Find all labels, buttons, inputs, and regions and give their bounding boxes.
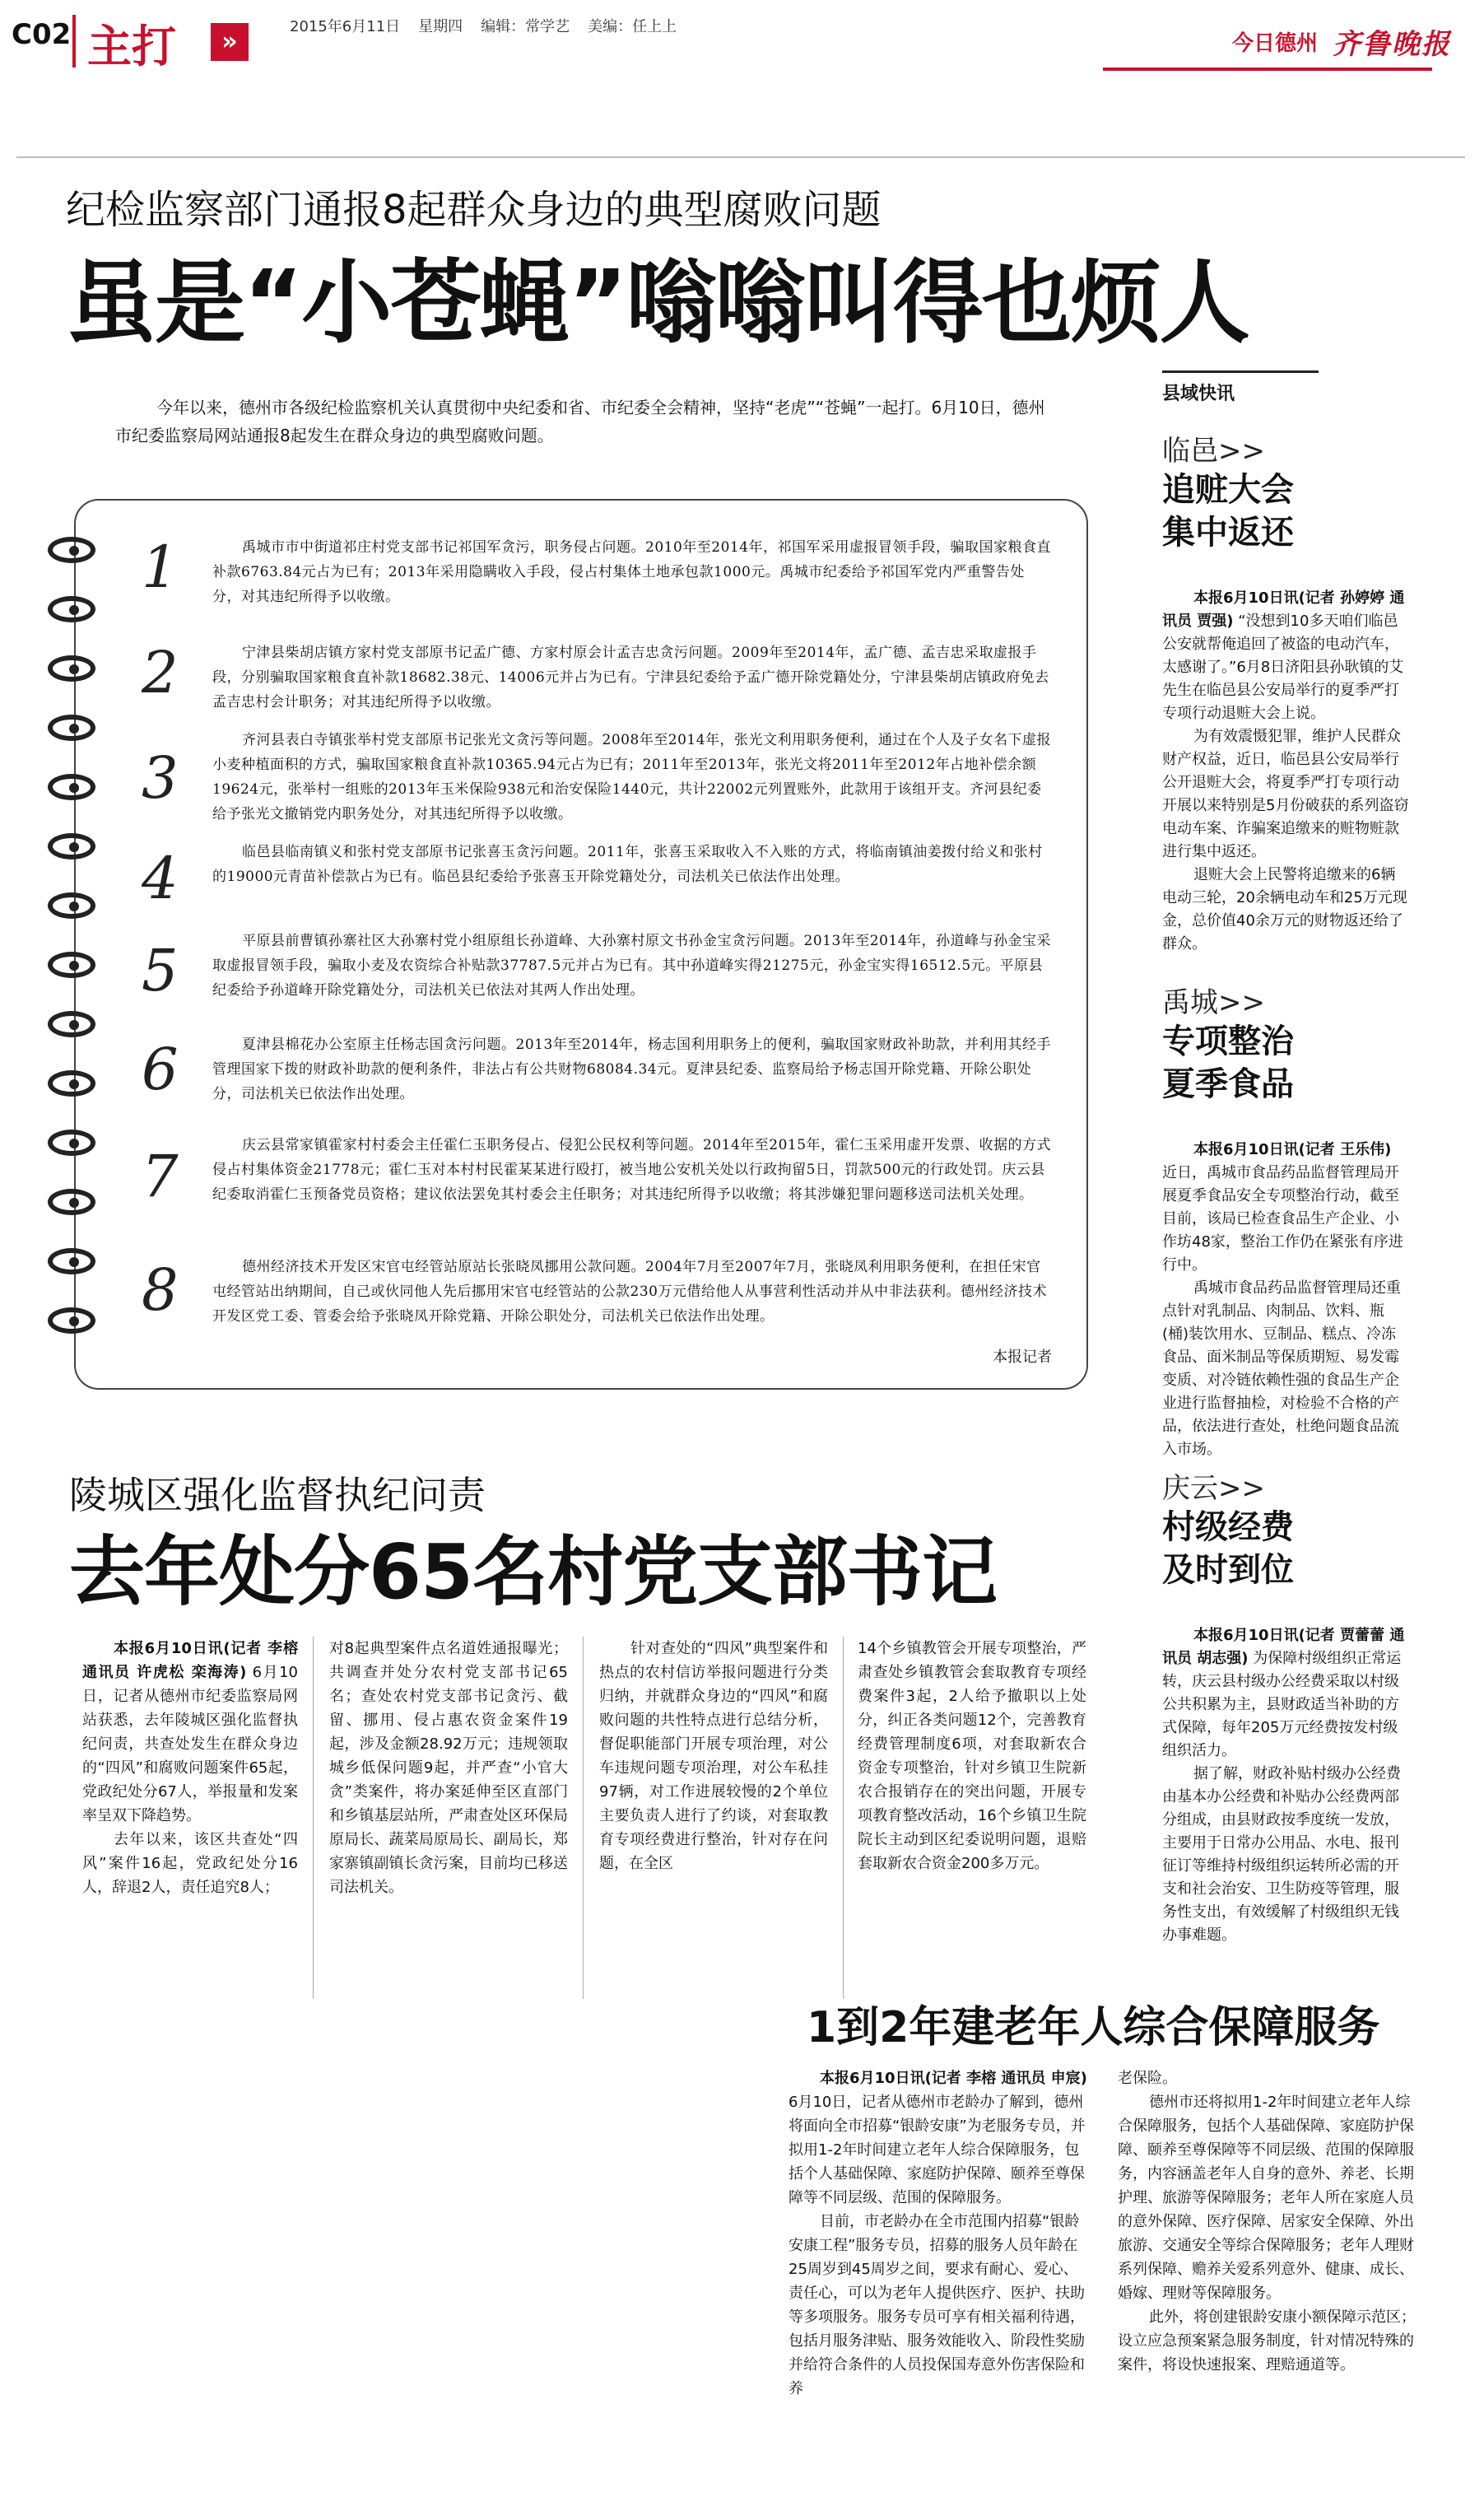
binder-ring-icon [48,833,95,860]
story2-headline: 去年处分65名村党支部书记 [69,1528,998,1616]
case-text: 夏津县棉花办公室原主任杨志国贪污问题。2013年至2014年，杨志国利用职务上的便利，骗取国家财政补助款，并利用其经手管理国家下拨的财政补助款的便利条件，非法占有公共财物68084.34元。夏津县纪委、监察局给予杨志国开除党籍、开除公职处分，司法机关已依法作出处理。 [212,1037,1052,1102]
story1-kicker: 纪检监察部门通报8起群众身边的典型腐败问题 [66,187,882,233]
byline: 本报记者 [993,1349,1052,1366]
sidebar-text: 为保障村级组织正常运转，庆云县村级办公经费采取以村级公共积累为主，县财政适当补助的方式保障，每年205万元经费按发村级组织活力。 [1162,1650,1402,1759]
column-divider [583,1637,584,1999]
sidebar-title: 夏季食品 [1162,1065,1294,1103]
story3-lead: 本报6月10日讯(记者 李榕 通讯员 申宸) [820,2070,1087,2087]
section-arrow-icon: » [211,23,249,61]
story2-column [858,1637,1086,1875]
binder-ring-icon [48,1189,95,1215]
sidebar-lead: 本报6月10日讯(记者 贾蕾蕾 通讯员 胡志强) [1162,1627,1405,1667]
sidebar-story [1162,428,1409,956]
section-rule [16,156,1465,158]
case-number: 1 [142,533,179,601]
binder-ring-icon [48,715,95,741]
case-number: 8 [142,1256,179,1324]
sidebar-text: 退赃大会上民警将追缴来的6辆电动三轮，20余辆电动车和25万元现金，总价值40余万元的财物返还给了群众。 [1162,866,1407,953]
sidebar-text: 据了解，财政补贴村级办公经费由基本办公经费和补贴办公经费两部分组成，由县财政按季度统一发放，主要用于日常办公用品、水电、报刊征订等维持村级组织运转所必需的开支和社会治安、卫生防疫等管理，服务性支出，有效缓解了村级组织无钱办事难题。 [1162,1765,1401,1944]
section-title: 主打 [87,21,176,72]
case-number: 4 [142,845,179,912]
case-text: 庆云县常家镇霍家村村委会主任霍仁玉职务侵占、侵犯公民权利等问题。2014年至2015年，霍仁玉采用虚开发票、收据的方式侵占村集体资金21778元；霍仁玉对本村村民霍某某进行殴打，被当地公安机关处以行政拘留5日，罚款500元的行政处罚。庆云县纪委取消霍仁玉预备党员资格；建议依法罢免其村委会主任职务；对其违纪所得予以收缴；将其涉嫌犯罪问题移送司法机关处理。 [212,1137,1052,1203]
sidebar-tag: 县域快讯 [1162,370,1319,405]
story3-headline: 1到2年建老年人综合保障服务 [807,2003,1380,2052]
binder-ring-icon [48,596,95,622]
binder-ring-icon [48,655,95,682]
story2-kicker: 陵城区强化监督执纪问责 [69,1473,486,1517]
page-number: C02 [12,18,72,51]
case-text: 禹城市市中街道祁庄村党支部书记祁国军贪污，职务侵占问题。2010年至2014年，祁国军采用虚报冒领手段，骗取国家粮食直补款6763.84元占为已有；2013年采用隐瞒收入手段，侵占村集体土地承包款1000元。禹城市纪委给予祁国军党内严重警告处分，对其违纪所得予以收缴。 [212,539,1052,605]
issue-date: 2015年6月11日 [290,18,401,35]
sidebar-story [1162,980,1409,1461]
issue-weekday: 星期四 [418,18,463,35]
binder-ring-icon [48,774,95,800]
binder-ring-icon [48,1130,95,1156]
case-text: 宁津县柴胡店镇方家村党支部原书记孟广德、方家村原会计孟吉忠贪污问题。2009年至2014年，孟广德、孟吉忠采取虚报手段，分别骗取国家粮食直补款18682.38元、14006元并占为已有。宁津县纪委给予孟广德开除党籍处分，宁津县柴胡店镇政府免去孟吉忠村会计职务；对其违纪所得予以收缴。 [212,645,1049,710]
story1-lede: 今年以来，德州市各级纪检监察机关认真贯彻中央纪委和省、市纪委全会精神，坚持“老虎”“苍蝇”一起打。6月10日，德州市纪委监察局网站通报8起发生在群众身边的典型腐败问题。 [115,398,1045,445]
story2-text: 6月10日，记者从德州市纪委监察局网站获悉，去年陵城区强化监督执纪问责，共查处发生在群众身边的“四风”和腐败问题案件65起，党政纪处分67人，举报量和发案率呈双下降趋势。 [82,1664,298,1824]
binder-ring-icon [48,952,95,978]
sidebar-text: 禹城市食品药品监督管理局还重点针对乳制品、肉制品、饮料、瓶(桶)装饮用水、豆制品、糕点、冷冻食品、面米制品等保质期短、易发霉变质、对冷链依赖性强的食品生产企业进行监督抽检，对检验不合格的产品，依法进行查处，杜绝问题食品流入市场。 [1162,1279,1401,1458]
issue-editor: 编辑：常学艺 [481,18,570,35]
story2-text: 去年以来，该区共查处“四风”案件16起，党政纪处分16人，辞退2人，责任追究8人； [82,1831,298,1896]
binder-ring-icon [48,892,95,919]
case-number: 7 [142,1143,179,1210]
column-divider [843,1637,844,1999]
case-number: 6 [142,1036,179,1103]
sidebar-title: 及时到位 [1162,1551,1294,1589]
story2-column [82,1637,298,1899]
sidebar-city: 庆云>> [1162,1472,1265,1505]
story3-text: 此外，将创建银龄安康小额保障示范区；设立应急预案紧急服务制度，针对情况特殊的案件，将设快速报案、理赔通道等。 [1118,2308,1416,2374]
binder-ring-icon [48,1070,95,1097]
case-number: 2 [142,639,179,706]
story3-text: 德州市还将拟用1-2年时间建立老年人综合保障服务，包括个人基础保障、家庭防护保障、颐养至尊保障等不同层级、范围的保障服务，内容涵盖老年人自身的意外、养老、长期护理、旅游等保障服务；老年人所在家庭人员的意外保障、医疗保障、居家安全保障、外出旅游、交通安全等综合保障服务；老年人理财系列保障、赡养关爱系列意外、健康、成长、婚嫁、理财等保障服务。 [1118,2094,1414,2302]
binder-ring-icon [48,537,95,563]
binder-ring-icon [48,1011,95,1037]
sidebar-city: 禹城>> [1162,986,1265,1019]
sidebar-text: 为有效震慑犯罪，维护人民群众财产权益，近日，临邑县公安局举行公开退赃大会，将夏季严打专项行动开展以来特别是5月份破获的系列盗窃电动车案、诈骗案追缴来的赃物赃款进行集中返还。 [1162,728,1409,860]
story2-column [329,1637,568,1899]
case-text: 平原县前曹镇孙寨社区大孙寨村党小组原组长孙道峰、大孙寨村原文书孙金宝贪污问题。2013年至2014年，孙道峰与孙金宝采取虚报冒领手段，骗取小麦及农资综合补贴款37787.5元并占为已有。其中孙道峰实得21275元，孙金宝实得16512.5元。平原县纪委给予孙道峰开除党籍处分，司法机关已依法对其两人作出处理。 [212,933,1052,999]
case-text: 齐河县表白寺镇张举村党支部原书记张光文贪污等问题。2008年至2014年，张光文利用职务便利，通过在个人及子女名下虚报小麦种植面积的方式，骗取国家粮食直补款10365.94元占为已有；2011年至2013年，张光文将2011年至2012年占地补偿余额19624元，张举村一组账的2013年玉米保险938元和治安保险1440元，共计22002元列置账外，此款用于该组开支。齐河县纪委给予张光文撤销党内职务处分，对其违纪所得予以收缴。 [212,732,1052,822]
sidebar-text: 近日，禹城市食品药品监督管理局开展夏季食品安全专项整治行动，截至目前，该局已检查食品生产企业、小作坊48家，整治工作仍在紧张有序进行中。 [1162,1164,1403,1274]
case-number: 5 [142,937,179,1004]
masthead-logo: 齐鲁晚报 [1333,28,1451,61]
story2-text: 针对查处的“四风”典型案件和热点的农村信访举报问题进行分类归纳，并就群众身边的“四风”和腐败问题的共性特点进行总结分析，督促职能部门开展专项治理，对公车违规问题专项治理，对公车私挂97辆，对工作进展较慢的2个单位主要负责人进行了约谈，对套取教育专项经费进行整治，针对存在问题，在全区 [599,1640,828,1872]
case-number: 3 [142,744,179,812]
sidebar-title: 村级经费 [1162,1508,1294,1546]
case-text: 德州经济技术开发区宋官屯经管站原站长张晓凤挪用公款问题。2004年7月至2007年7月，张晓凤利用职务便利，在担任宋官屯经管站出纳期间，自己或伙同他人先后挪用宋官屯经管站的公款230万元借给他人从事营利性活动并从中非法获利。德州经济技术开发区党工委、管委会给予张晓凤开除党籍、开除公职处分，司法机关已依法作出处理。 [212,1259,1047,1325]
sidebar-city: 临邑>> [1162,435,1265,468]
story1-headline: 虽是“小苍蝇”嗡嗡叫得也烦人 [66,250,1249,356]
sidebar-body [1162,1139,1409,1277]
sidebar-title: 专项整治 [1162,1023,1294,1060]
case-text: 临邑县临南镇义和张村党支部原书记张喜玉贪污问题。2011年，张喜玉采取收入不入账的方式，将临南镇油姜拨付给义和张村的19000元青苗补偿款占为已有。临邑县纪委给予张喜玉开除党籍处分，司法机关已依法作出处理。 [212,844,1043,885]
issue-designer: 美编：任上上 [588,18,677,35]
story3-text: 目前，市老龄办在全市范围内招募“银龄安康工程”服务专员，招募的服务人员年龄在25周岁到45周岁之间，要求有耐心、爱心、责任心，可以为老年人提供医疗、医护、扶助等多项服务。服务专员可享有相关福利待遇，包括月服务津贴、服务效能收入、阶段性奖励并给符合条件的人员投保国寿意外伤害保险和养 [789,2213,1085,2397]
story2-text: 14个乡镇教管会开展专项整治，严肃查处乡镇教管会套取教育专项经费案件3起，2人给予撤职以上处分，纠正各类问题12个，完善教育经费管理制度6项，对套取新农合资金专项整治，针对乡镇卫生院新农合报销存在的突出问题，开展专项教育整改活动，16个乡镇卫生院院长主动到区纪委说明问题，退赔套取新农合资金200多万元。 [858,1640,1086,1872]
binder-ring-icon [48,1307,95,1334]
edition-label: 今日德州 [1231,31,1318,56]
story2-lead: 本报6月10日讯(记者 李榕 通讯员 许虎松 栾海涛) [82,1640,298,1681]
story3-column [1118,2066,1417,2377]
story2-text: 对8起典型案件点名道姓通报曝光；共调查并处分农村党支部书记65名；查处农村党支部书记贪污、截留、挪用、侵占惠农资金案件19起，涉及金额28.92万元；违规领取城乡低保问题9起，并严查“小官大贪”类案件，将办案延伸至区直部门和乡镇基层站所，严肃查处区环保局原局长、蔬菜局原局长、副局长，郑家寨镇副镇长贪污案，目前均已移送司法机关。 [329,1640,568,1896]
sidebar-lead: 本报6月10日讯(记者 孙婷婷 通讯员 贾强) [1162,589,1405,630]
binder-ring-icon [48,1248,95,1274]
case-list-box [74,499,1088,1390]
story3-text: 老保险。 [1118,2070,1177,2087]
sidebar-title: 追赃大会 [1162,471,1294,509]
sidebar-text: “没想到10多天咱们临邑公安就帮俺追回了被盗的电动汽车，太感谢了。”6月8日济阳县孙耿镇的艾先生在临邑县公安局举行的夏季严打专项行动退赃大会上说。 [1162,613,1404,722]
sidebar-story [1162,1465,1409,1947]
sidebar-body [1162,587,1409,725]
sidebar-title: 集中返还 [1162,514,1294,552]
story2-column [599,1637,828,1875]
sidebar-body [1162,1624,1409,1763]
story3-text: 6月10日，记者从德州市老龄办了解到，德州将面向全市招募“银龄安康”为老服务专员，并拟用1-2年时间建立老年人综合保障服务，包括个人基础保障、家庭防护保障、颐养至尊保障等不同层级、范围的保障服务。 [789,2094,1086,2206]
story3-column [789,2066,1088,2401]
column-divider [313,1637,314,1999]
sidebar-lead: 本报6月10日讯(记者 王乐伟) [1193,1141,1392,1158]
